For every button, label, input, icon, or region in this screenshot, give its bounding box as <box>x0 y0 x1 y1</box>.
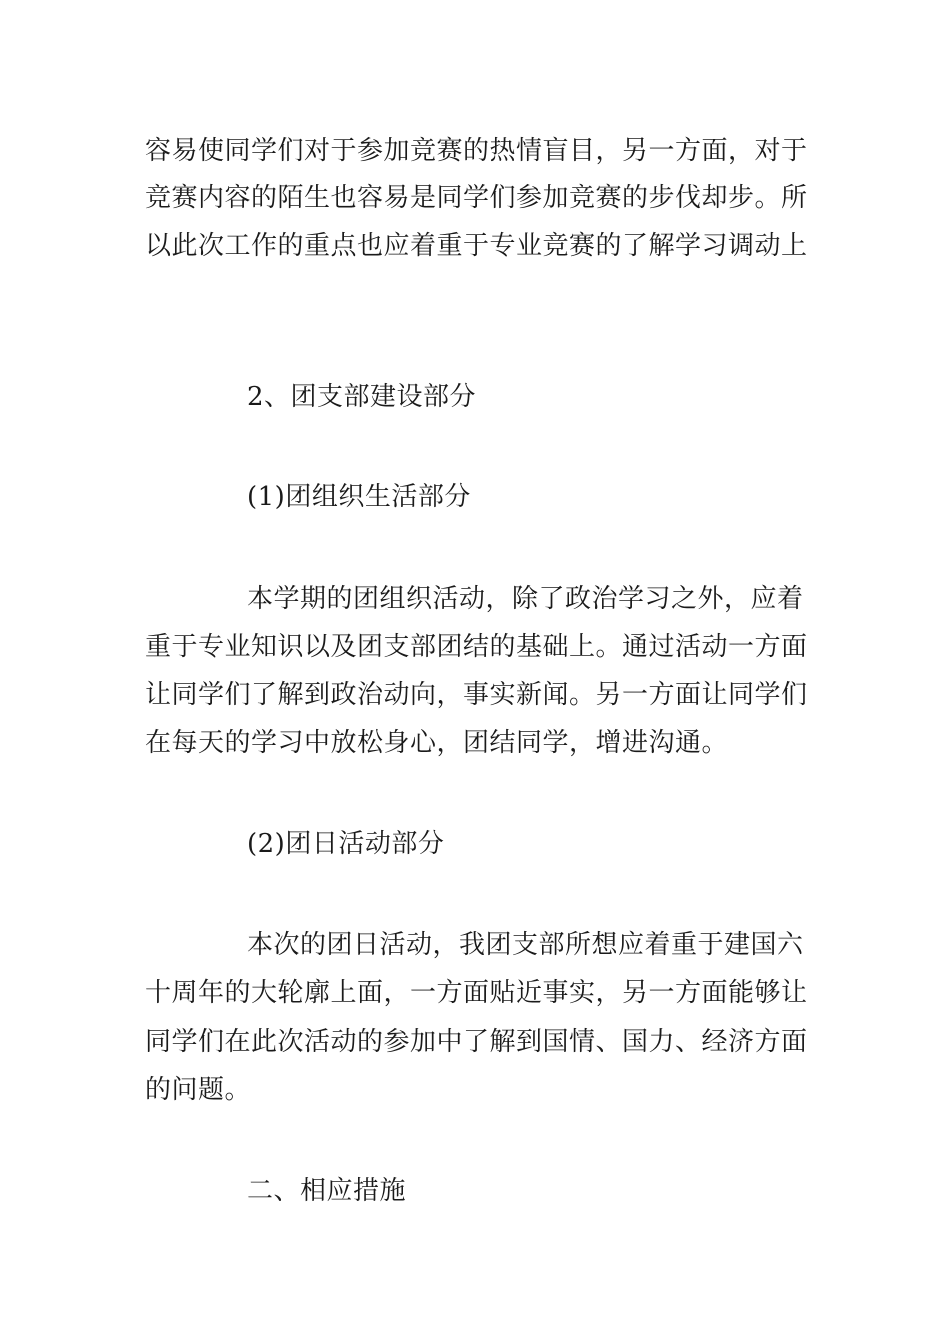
body-text-line: 本学期的团组织活动，除了政治学习之外，应着 <box>247 584 804 614</box>
body-text-line: 在每天的学习中放松身心，团结同学，增进沟通。 <box>145 728 729 758</box>
subsection-heading: (1)团组织生活部分 <box>247 482 471 512</box>
subsection-heading: (2)团日活动部分 <box>247 829 445 859</box>
body-text-line: 竞赛内容的陌生也容易是同学们参加竞赛的步伐却步。所 <box>145 183 808 213</box>
body-text-line: 的问题。 <box>145 1075 252 1105</box>
body-text-line: 同学们在此次活动的参加中了解到国情、国力、经济方面 <box>145 1027 808 1057</box>
body-text-line: 十周年的大轮廓上面，一方面贴近事实，另一方面能够让 <box>145 978 808 1008</box>
body-text-line: 以此次工作的重点也应着重于专业竞赛的了解学习调动上 <box>145 231 808 261</box>
body-text-line: 重于专业知识以及团支部团结的基础上。通过活动一方面 <box>145 632 808 662</box>
section-heading: 2、团支部建设部分 <box>247 382 477 412</box>
body-text-line: 本次的团日活动，我团支部所想应着重于建国六 <box>247 930 804 960</box>
body-text-line: 让同学们了解到政治动向，事实新闻。另一方面让同学们 <box>145 680 808 710</box>
body-text-line: 容易使同学们对于参加竞赛的热情盲目，另一方面，对于 <box>145 136 808 166</box>
section-heading: 二、相应措施 <box>247 1176 407 1206</box>
